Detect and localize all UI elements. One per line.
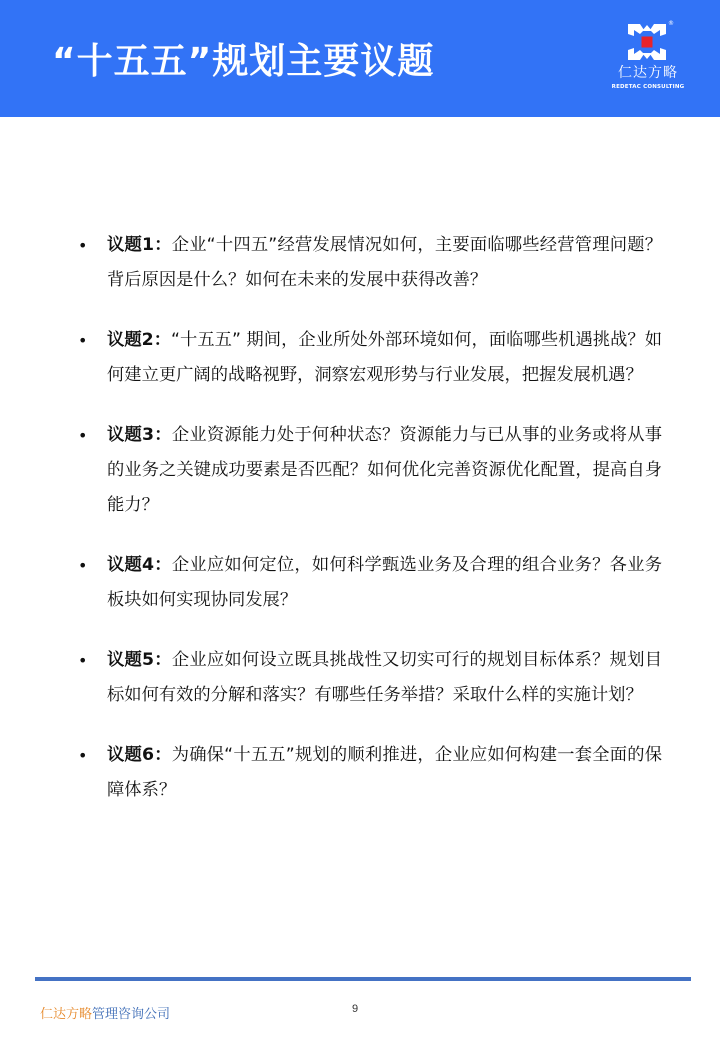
topic-label: 议题4：: [107, 555, 172, 575]
topic-label: 议题2：: [107, 330, 172, 350]
list-item: [72, 323, 662, 393]
list-item: [72, 548, 662, 618]
footer-company-name: [40, 1003, 170, 1022]
logo-mark-icon: [626, 22, 668, 62]
bullet-icon: •: [78, 236, 88, 255]
footer-divider: [35, 977, 691, 981]
topic-list: [72, 228, 662, 833]
bullet-icon: •: [78, 331, 88, 350]
topic-label: 议题5：: [107, 650, 172, 670]
topic-text: “十五五” 期间，企业所处外部环境如何，面临哪些机遇挑战？如何建立更广阔的战略视野，洞察宏观形势与行业发展，把握发展机遇？: [107, 330, 662, 385]
page-number: 9: [351, 1003, 359, 1015]
list-item: [72, 418, 662, 523]
logo-name-en: REDETAC CONSULTING: [611, 84, 685, 90]
list-item: [72, 738, 662, 808]
page-title: “十五五”规划主要议题: [52, 41, 435, 82]
header-bar: [0, 0, 720, 117]
footer-company-rest: 管理咨询公司: [92, 1007, 171, 1022]
topic-text: 企业应如何设立既具挑战性又切实可行的规划目标体系？规划目标如何有效的分解和落实？有哪些任务举措？采取什么样的实施计划？: [107, 650, 662, 705]
list-item: [72, 228, 662, 298]
topic-label: 议题3：: [107, 425, 172, 445]
bullet-icon: •: [78, 556, 88, 575]
list-item: [72, 643, 662, 713]
logo-name-cn: 仁达方略: [618, 65, 678, 81]
topic-text: 为确保“十五五”规划的顺利推进，企业应如何构建一套全面的保障体系？: [107, 745, 662, 800]
topic-text: 企业应如何定位，如何科学甄选业务及合理的组合业务？各业务板块如何实现协同发展？: [107, 555, 662, 610]
footer-company-accent: 仁达方略: [40, 1007, 93, 1022]
bullet-icon: •: [78, 746, 88, 765]
bullet-icon: •: [78, 426, 88, 445]
registered-mark: ®: [668, 20, 674, 27]
company-logo: [608, 22, 688, 94]
topic-text: 企业资源能力处于何种状态？资源能力与已从事的业务或将从事的业务之关键成功要素是否匹配？如何优化完善资源优化配置，提高自身能力？: [107, 425, 662, 515]
topic-label: 议题1：: [107, 235, 172, 255]
bullet-icon: •: [78, 651, 88, 670]
topic-text: 企业“十四五”经营发展情况如何，主要面临哪些经营管理问题？背后原因是什么？如何在未来的发展中获得改善？: [107, 235, 662, 290]
topic-label: 议题6：: [107, 745, 172, 765]
